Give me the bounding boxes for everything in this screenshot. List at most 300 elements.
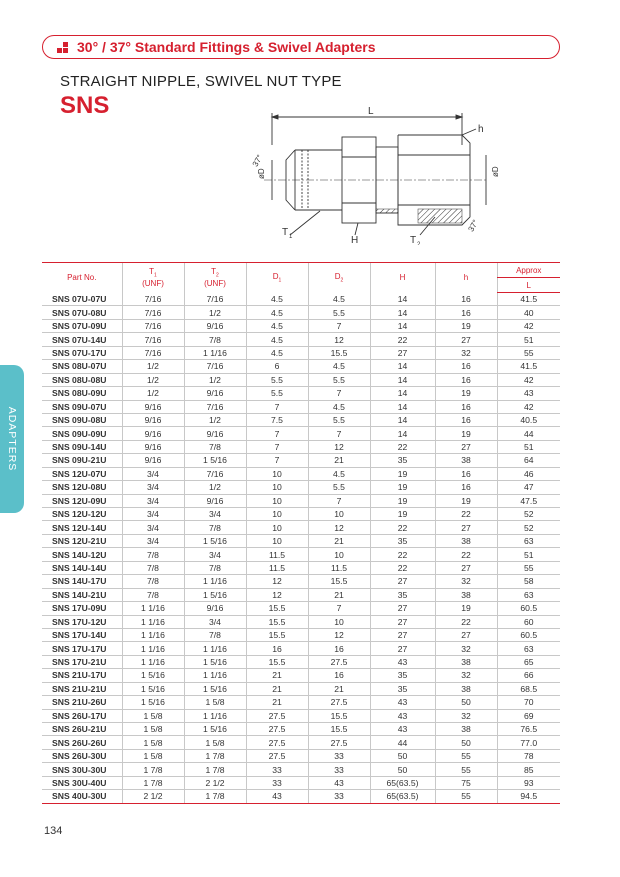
table-cell: 27 bbox=[370, 602, 435, 615]
table-cell: 4.5 bbox=[246, 333, 308, 346]
table-cell: 63 bbox=[497, 534, 560, 547]
table-cell: 43 bbox=[370, 696, 435, 709]
table-cell: 47.5 bbox=[497, 494, 560, 507]
table-row bbox=[42, 494, 560, 507]
table-cell: 1 5/16 bbox=[122, 696, 184, 709]
table-cell: 7 bbox=[246, 427, 308, 440]
table-cell: 4.5 bbox=[246, 306, 308, 319]
table-cell: 7/8 bbox=[184, 628, 246, 641]
table-cell: 1 5/16 bbox=[122, 682, 184, 695]
table-row bbox=[42, 776, 560, 789]
product-subtitle: STRAIGHT NIPPLE, SWIVEL NUT TYPE bbox=[60, 73, 342, 90]
table-cell: 22 bbox=[370, 440, 435, 453]
table-cell: 7/16 bbox=[122, 319, 184, 332]
table-cell: 1 5/16 bbox=[122, 669, 184, 682]
label-d2: øD bbox=[491, 166, 500, 177]
table-cell: 5.5 bbox=[246, 387, 308, 400]
table-cell: 1 1/16 bbox=[184, 669, 246, 682]
table-cell: 19 bbox=[435, 427, 497, 440]
table-cell: 15.5 bbox=[308, 575, 370, 588]
table-cell: 1/2 bbox=[184, 306, 246, 319]
table-cell: 1 5/16 bbox=[184, 682, 246, 695]
table-cell: 3/4 bbox=[122, 481, 184, 494]
table-row bbox=[42, 602, 560, 615]
table-cell: 46 bbox=[497, 467, 560, 480]
table-cell: 10 bbox=[246, 521, 308, 534]
part-number-cell: SNS 07U-09U bbox=[42, 319, 122, 332]
table-cell: 10 bbox=[246, 494, 308, 507]
table-row bbox=[42, 790, 560, 803]
table-cell: 7 bbox=[246, 400, 308, 413]
table-cell: 9/16 bbox=[122, 427, 184, 440]
table-cell: 9/16 bbox=[184, 319, 246, 332]
part-number-cell: SNS 09U-21U bbox=[42, 454, 122, 467]
table-cell: 27.5 bbox=[246, 723, 308, 736]
part-number-cell: SNS 26U-17U bbox=[42, 709, 122, 722]
table-cell: 9/16 bbox=[122, 440, 184, 453]
table-cell: 41.5 bbox=[497, 293, 560, 306]
part-number-cell: SNS 12U-21U bbox=[42, 534, 122, 547]
table-cell: 21 bbox=[246, 669, 308, 682]
table-cell: 42 bbox=[497, 373, 560, 386]
table-cell: 27 bbox=[370, 615, 435, 628]
table-cell: 5.5 bbox=[308, 413, 370, 426]
table-cell: 43 bbox=[246, 790, 308, 803]
table-cell: 1/2 bbox=[184, 413, 246, 426]
table-cell: 3/4 bbox=[184, 615, 246, 628]
table-cell: 7 bbox=[308, 319, 370, 332]
table-cell: 27.5 bbox=[308, 736, 370, 749]
table-cell: 1 5/16 bbox=[184, 588, 246, 601]
table-cell: 33 bbox=[246, 763, 308, 776]
table-cell: 65(63.5) bbox=[370, 776, 435, 789]
table-cell: 7/16 bbox=[184, 467, 246, 480]
table-cell: 47 bbox=[497, 481, 560, 494]
table-cell: 9/16 bbox=[122, 413, 184, 426]
table-cell: 19 bbox=[435, 602, 497, 615]
table-cell: 4.5 bbox=[308, 400, 370, 413]
table-row bbox=[42, 413, 560, 426]
table-cell: 7 bbox=[308, 427, 370, 440]
table-cell: 16 bbox=[246, 642, 308, 655]
table-row bbox=[42, 655, 560, 668]
header-h: h bbox=[435, 263, 497, 293]
header-d1: $D_1$ bbox=[246, 263, 308, 293]
table-cell: 14 bbox=[370, 360, 435, 373]
table-cell: 27.5 bbox=[308, 655, 370, 668]
table-cell: 9/16 bbox=[184, 387, 246, 400]
table-cell: 1 5/8 bbox=[184, 736, 246, 749]
table-row bbox=[42, 440, 560, 453]
part-number-cell: SNS 30U-40U bbox=[42, 776, 122, 789]
table-cell: 44 bbox=[497, 427, 560, 440]
table-cell: 5.5 bbox=[308, 306, 370, 319]
table-cell: 16 bbox=[435, 413, 497, 426]
table-cell: 55 bbox=[435, 763, 497, 776]
header-d2: $D_2$ bbox=[308, 263, 370, 293]
table-cell: 7/8 bbox=[184, 440, 246, 453]
header-l: L bbox=[497, 278, 560, 293]
table-cell: 32 bbox=[435, 346, 497, 359]
table-cell: 58 bbox=[497, 575, 560, 588]
table-cell: 75 bbox=[435, 776, 497, 789]
part-number-cell: SNS 12U-07U bbox=[42, 467, 122, 480]
part-number-cell: SNS 30U-30U bbox=[42, 763, 122, 776]
label-l: L bbox=[368, 106, 374, 117]
table-cell: 15.5 bbox=[246, 602, 308, 615]
table-cell: 14 bbox=[370, 306, 435, 319]
table-cell: 43 bbox=[370, 723, 435, 736]
table-row bbox=[42, 467, 560, 480]
table-cell: 9/16 bbox=[184, 602, 246, 615]
table-cell: 14 bbox=[370, 400, 435, 413]
table-cell: 7/16 bbox=[184, 293, 246, 306]
part-number-cell: SNS 21U-26U bbox=[42, 696, 122, 709]
table-cell: 1 5/8 bbox=[184, 696, 246, 709]
table-cell: 19 bbox=[435, 387, 497, 400]
table-cell: 69 bbox=[497, 709, 560, 722]
table-cell: 12 bbox=[308, 440, 370, 453]
table-row bbox=[42, 319, 560, 332]
part-number-cell: SNS 26U-30U bbox=[42, 749, 122, 762]
table-cell: 65(63.5) bbox=[370, 790, 435, 803]
table-cell: 42 bbox=[497, 400, 560, 413]
table-cell: 2 1/2 bbox=[184, 776, 246, 789]
table-cell: 1 1/16 bbox=[122, 655, 184, 668]
table-cell: 2 1/2 bbox=[122, 790, 184, 803]
table-cell: 60.5 bbox=[497, 602, 560, 615]
table-cell: 22 bbox=[435, 615, 497, 628]
table-cell: 14 bbox=[370, 293, 435, 306]
table-cell: 1/2 bbox=[122, 373, 184, 386]
table-cell: 10 bbox=[246, 534, 308, 547]
table-cell: 40 bbox=[497, 306, 560, 319]
table-cell: 1/2 bbox=[122, 360, 184, 373]
table-cell: 27.5 bbox=[246, 749, 308, 762]
table-cell: 14 bbox=[370, 413, 435, 426]
part-number-cell: SNS 14U-12U bbox=[42, 548, 122, 561]
spec-table bbox=[42, 262, 560, 804]
part-number-cell: SNS 14U-14U bbox=[42, 561, 122, 574]
part-number-cell: SNS 08U-09U bbox=[42, 387, 122, 400]
table-cell: 19 bbox=[435, 319, 497, 332]
table-cell: 1 5/16 bbox=[184, 655, 246, 668]
part-number-cell: SNS 12U-14U bbox=[42, 521, 122, 534]
table-cell: 14 bbox=[370, 319, 435, 332]
table-cell: 7/16 bbox=[184, 360, 246, 373]
table-row bbox=[42, 561, 560, 574]
table-cell: 32 bbox=[435, 642, 497, 655]
table-cell: 16 bbox=[435, 360, 497, 373]
table-cell: 9/16 bbox=[184, 494, 246, 507]
table-cell: 19 bbox=[370, 467, 435, 480]
table-cell: 12 bbox=[308, 333, 370, 346]
table-cell: 15.5 bbox=[246, 628, 308, 641]
part-number-cell: SNS 07U-14U bbox=[42, 333, 122, 346]
label-t2: T bbox=[410, 235, 417, 245]
table-row bbox=[42, 521, 560, 534]
table-cell: 12 bbox=[246, 588, 308, 601]
part-number-cell: SNS 17U-21U bbox=[42, 655, 122, 668]
table-cell: 22 bbox=[370, 521, 435, 534]
table-cell: 5.5 bbox=[246, 373, 308, 386]
table-row bbox=[42, 481, 560, 494]
part-number-cell: SNS 07U-07U bbox=[42, 293, 122, 306]
table-cell: 35 bbox=[370, 682, 435, 695]
table-cell: 15.5 bbox=[308, 723, 370, 736]
table-cell: 1 1/16 bbox=[184, 575, 246, 588]
table-cell: 4.5 bbox=[308, 360, 370, 373]
table-cell: 4.5 bbox=[308, 293, 370, 306]
table-cell: 1 7/8 bbox=[184, 749, 246, 762]
table-cell: 7 bbox=[246, 454, 308, 467]
table-cell: 42 bbox=[497, 319, 560, 332]
section-header bbox=[42, 35, 560, 59]
table-cell: 7/16 bbox=[122, 293, 184, 306]
table-cell: 19 bbox=[435, 494, 497, 507]
table-cell: 1 1/16 bbox=[122, 628, 184, 641]
side-tab-label: ADAPTERS bbox=[6, 406, 18, 472]
table-cell: 50 bbox=[370, 763, 435, 776]
part-number-cell: SNS 14U-17U bbox=[42, 575, 122, 588]
part-number-cell: SNS 08U-07U bbox=[42, 360, 122, 373]
table-cell: 85 bbox=[497, 763, 560, 776]
table-cell: 7/8 bbox=[122, 588, 184, 601]
table-cell: 55 bbox=[435, 749, 497, 762]
table-cell: 16 bbox=[435, 306, 497, 319]
table-row bbox=[42, 508, 560, 521]
table-cell: 1/2 bbox=[122, 387, 184, 400]
table-cell: 1 1/16 bbox=[122, 642, 184, 655]
table-cell: 55 bbox=[497, 346, 560, 359]
table-cell: 22 bbox=[370, 333, 435, 346]
table-cell: 7 bbox=[308, 494, 370, 507]
table-cell: 4.5 bbox=[246, 319, 308, 332]
table-cell: 7/8 bbox=[122, 548, 184, 561]
table-cell: 1 5/8 bbox=[122, 749, 184, 762]
table-row bbox=[42, 306, 560, 319]
table-cell: 1 5/16 bbox=[184, 534, 246, 547]
table-cell: 10 bbox=[246, 508, 308, 521]
table-cell: 32 bbox=[435, 669, 497, 682]
table-cell: 19 bbox=[370, 481, 435, 494]
table-cell: 38 bbox=[435, 682, 497, 695]
table-row bbox=[42, 346, 560, 359]
product-code: SNS bbox=[60, 92, 110, 119]
table-cell: 4.5 bbox=[308, 467, 370, 480]
table-row bbox=[42, 427, 560, 440]
part-number-cell: SNS 21U-21U bbox=[42, 682, 122, 695]
label-t1: T bbox=[282, 227, 289, 238]
table-row bbox=[42, 293, 560, 306]
table-cell: 14 bbox=[370, 373, 435, 386]
header-t1: $T_1$ (UNF) bbox=[122, 263, 184, 293]
table-cell: 63 bbox=[497, 588, 560, 601]
table-row bbox=[42, 642, 560, 655]
table-cell: 7 bbox=[308, 387, 370, 400]
table-cell: 60.5 bbox=[497, 628, 560, 641]
table-cell: 12 bbox=[308, 521, 370, 534]
table-row bbox=[42, 548, 560, 561]
table-cell: 10 bbox=[308, 548, 370, 561]
part-number-cell: SNS 08U-08U bbox=[42, 373, 122, 386]
label-hex-h: H bbox=[351, 235, 359, 245]
table-cell: 1/2 bbox=[184, 373, 246, 386]
table-cell: 7 bbox=[308, 602, 370, 615]
table-row bbox=[42, 615, 560, 628]
part-number-cell: SNS 12U-08U bbox=[42, 481, 122, 494]
table-cell: 1 7/8 bbox=[122, 776, 184, 789]
table-cell: 41.5 bbox=[497, 360, 560, 373]
table-cell: 3/4 bbox=[122, 467, 184, 480]
table-row bbox=[42, 723, 560, 736]
svg-text:1: 1 bbox=[289, 234, 293, 240]
table-cell: 44 bbox=[370, 736, 435, 749]
table-cell: 19 bbox=[370, 508, 435, 521]
table-cell: 10 bbox=[308, 615, 370, 628]
table-cell: 27 bbox=[435, 521, 497, 534]
table-cell: 16 bbox=[435, 481, 497, 494]
table-row bbox=[42, 763, 560, 776]
table-cell: 27 bbox=[435, 628, 497, 641]
part-number-cell: SNS 07U-17U bbox=[42, 346, 122, 359]
page-number: 134 bbox=[44, 825, 63, 837]
table-cell: 27 bbox=[370, 575, 435, 588]
table-cell: 1 1/16 bbox=[122, 602, 184, 615]
header-part-no: Part No. bbox=[42, 263, 122, 293]
table-cell: 4.5 bbox=[246, 346, 308, 359]
table-cell: 1 1/16 bbox=[184, 346, 246, 359]
table-cell: 10 bbox=[246, 481, 308, 494]
table-cell: 6 bbox=[246, 360, 308, 373]
part-number-cell: SNS 12U-12U bbox=[42, 508, 122, 521]
table-cell: 38 bbox=[435, 454, 497, 467]
table-cell: 33 bbox=[308, 790, 370, 803]
table-cell: 3/4 bbox=[184, 548, 246, 561]
section-title: 30° / 37° Standard Fittings & Swivel Adapters bbox=[77, 39, 376, 55]
table-cell: 55 bbox=[497, 561, 560, 574]
part-number-cell: SNS 09U-08U bbox=[42, 413, 122, 426]
table-cell: 15.5 bbox=[308, 709, 370, 722]
table-cell: 27 bbox=[370, 642, 435, 655]
part-number-cell: SNS 26U-21U bbox=[42, 723, 122, 736]
table-cell: 21 bbox=[308, 588, 370, 601]
table-cell: 1 7/8 bbox=[122, 763, 184, 776]
header-hex-h: H bbox=[370, 263, 435, 293]
table-cell: 16 bbox=[308, 642, 370, 655]
table-cell: 21 bbox=[246, 682, 308, 695]
table-cell: 7 bbox=[246, 440, 308, 453]
table-cell: 1/2 bbox=[184, 481, 246, 494]
table-cell: 7/16 bbox=[122, 346, 184, 359]
table-cell: 1 5/8 bbox=[122, 709, 184, 722]
table-cell: 27 bbox=[435, 561, 497, 574]
table-cell: 43 bbox=[370, 709, 435, 722]
table-cell: 1 7/8 bbox=[184, 763, 246, 776]
table-cell: 7/8 bbox=[184, 561, 246, 574]
table-cell: 9/16 bbox=[122, 454, 184, 467]
table-cell: 33 bbox=[308, 749, 370, 762]
table-cell: 1 1/16 bbox=[184, 642, 246, 655]
table-cell: 7/16 bbox=[184, 400, 246, 413]
part-number-cell: SNS 17U-14U bbox=[42, 628, 122, 641]
part-number-cell: SNS 09U-07U bbox=[42, 400, 122, 413]
table-cell: 65 bbox=[497, 655, 560, 668]
table-cell: 43 bbox=[370, 655, 435, 668]
part-number-cell: SNS 12U-09U bbox=[42, 494, 122, 507]
table-cell: 38 bbox=[435, 723, 497, 736]
fitting-drawing bbox=[250, 105, 510, 245]
table-cell: 51 bbox=[497, 333, 560, 346]
table-cell: 1 5/16 bbox=[184, 723, 246, 736]
table-cell: 27 bbox=[370, 628, 435, 641]
table-cell: 33 bbox=[246, 776, 308, 789]
table-row bbox=[42, 454, 560, 467]
table-cell: 1 5/8 bbox=[122, 736, 184, 749]
table-row bbox=[42, 387, 560, 400]
part-number-cell: SNS 14U-21U bbox=[42, 588, 122, 601]
table-cell: 38 bbox=[435, 588, 497, 601]
table-cell: 7/8 bbox=[184, 333, 246, 346]
table-cell: 3/4 bbox=[122, 494, 184, 507]
table-cell: 27 bbox=[435, 333, 497, 346]
table-cell: 43 bbox=[308, 776, 370, 789]
part-number-cell: SNS 40U-30U bbox=[42, 790, 122, 803]
table-cell: 22 bbox=[370, 548, 435, 561]
table-cell: 10 bbox=[246, 467, 308, 480]
table-row bbox=[42, 736, 560, 749]
table-cell: 22 bbox=[435, 548, 497, 561]
part-number-cell: SNS 17U-17U bbox=[42, 642, 122, 655]
table-row bbox=[42, 628, 560, 641]
label-d1: øD bbox=[257, 168, 266, 179]
table-cell: 7/16 bbox=[122, 306, 184, 319]
label-h: h bbox=[478, 124, 484, 135]
table-cell: 3/4 bbox=[122, 521, 184, 534]
table-cell: 32 bbox=[435, 709, 497, 722]
part-number-cell: SNS 17U-09U bbox=[42, 602, 122, 615]
table-cell: 12 bbox=[246, 575, 308, 588]
svg-text:2: 2 bbox=[417, 242, 421, 245]
part-number-cell: SNS 26U-26U bbox=[42, 736, 122, 749]
table-cell: 64 bbox=[497, 454, 560, 467]
table-cell: 27 bbox=[435, 440, 497, 453]
table-cell: 50 bbox=[370, 749, 435, 762]
table-cell: 66 bbox=[497, 669, 560, 682]
part-number-cell: SNS 21U-17U bbox=[42, 669, 122, 682]
table-cell: 3/4 bbox=[122, 508, 184, 521]
table-cell: 55 bbox=[435, 790, 497, 803]
table-cell: 16 bbox=[435, 467, 497, 480]
part-number-cell: SNS 09U-14U bbox=[42, 440, 122, 453]
table-row bbox=[42, 669, 560, 682]
table-row bbox=[42, 534, 560, 547]
table-row bbox=[42, 333, 560, 346]
table-cell: 9/16 bbox=[122, 400, 184, 413]
table-cell: 3/4 bbox=[184, 508, 246, 521]
side-tab-adapters[interactable] bbox=[0, 365, 24, 513]
table-cell: 35 bbox=[370, 454, 435, 467]
table-cell: 27 bbox=[370, 346, 435, 359]
table-cell: 4.5 bbox=[246, 293, 308, 306]
table-row bbox=[42, 373, 560, 386]
table-cell: 16 bbox=[435, 293, 497, 306]
table-cell: 21 bbox=[308, 454, 370, 467]
table-cell: 3/4 bbox=[122, 534, 184, 547]
table-cell: 14 bbox=[370, 387, 435, 400]
label-angle-1: 37° bbox=[250, 153, 265, 169]
header-approx: Approx bbox=[497, 263, 560, 278]
